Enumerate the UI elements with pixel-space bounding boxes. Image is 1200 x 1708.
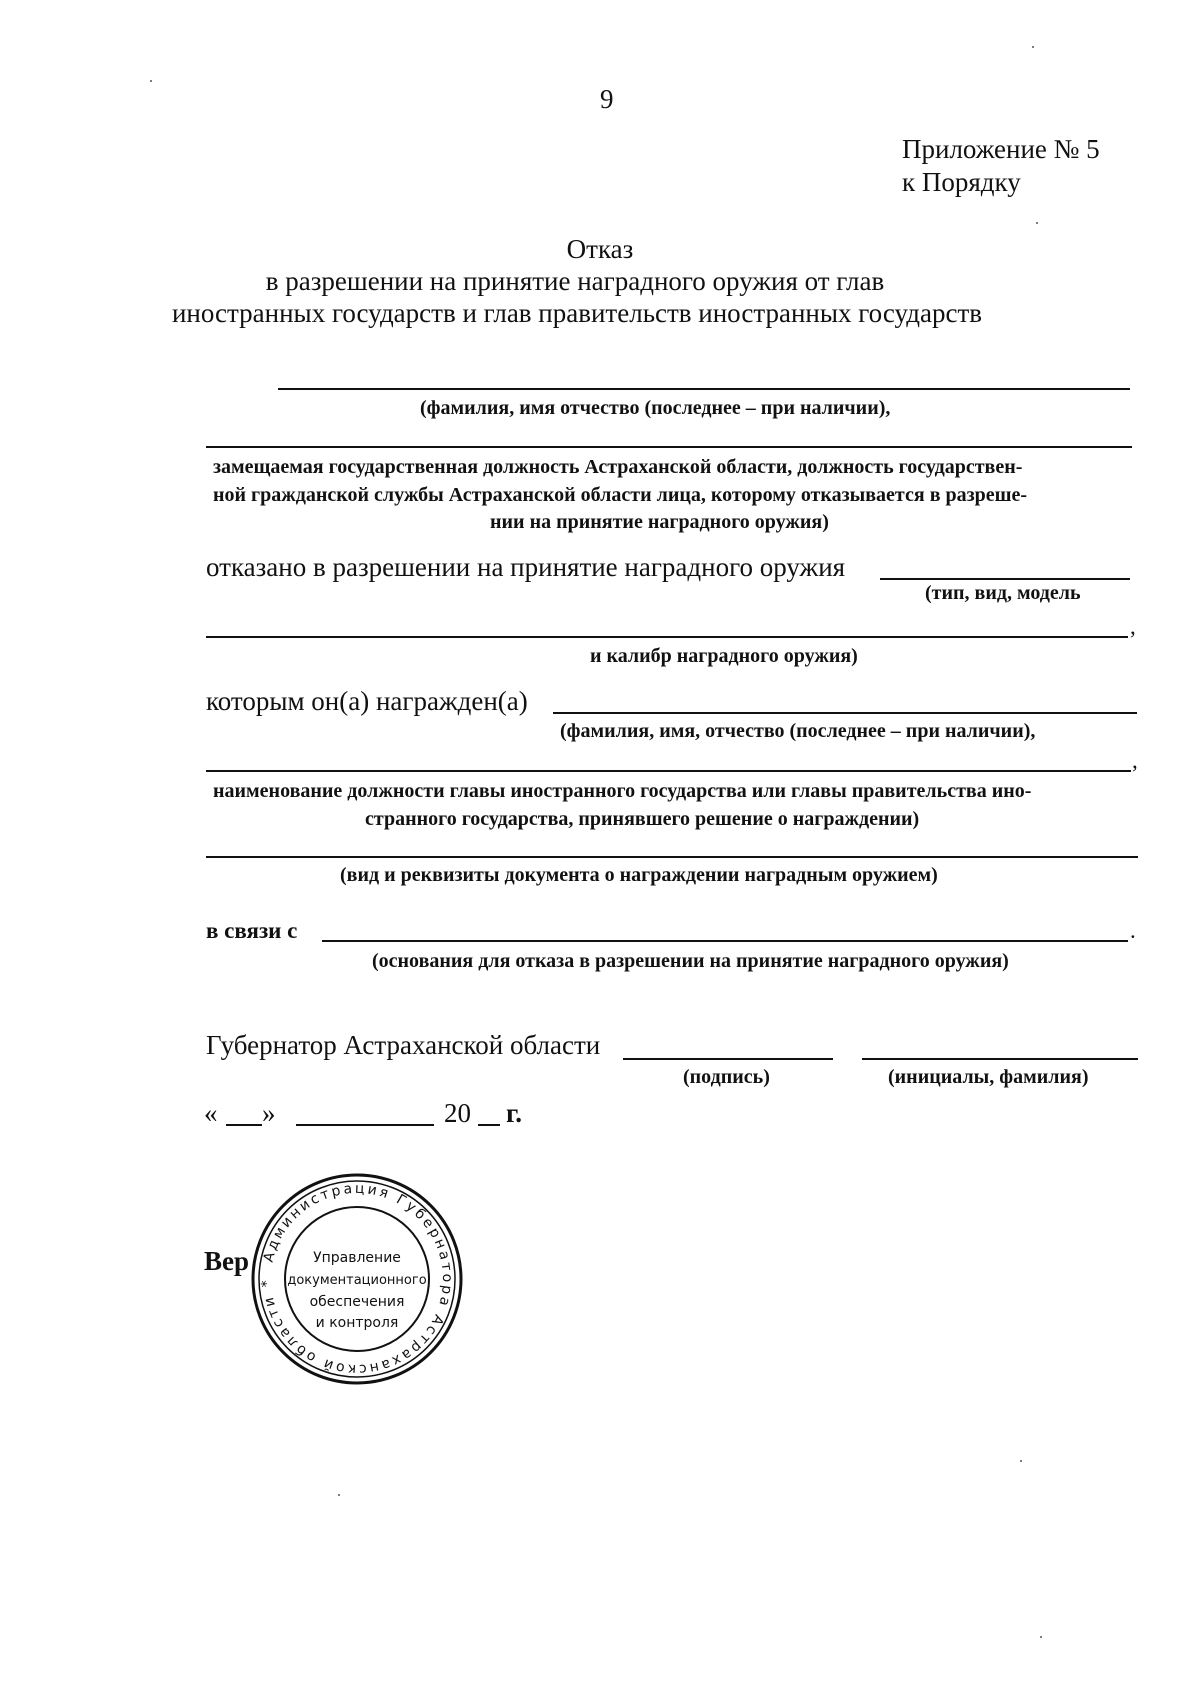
date-close-quote: » — [262, 1098, 276, 1128]
scan-speck — [1040, 1636, 1042, 1638]
page-number: 9 — [600, 84, 614, 114]
awarder-position-line — [206, 770, 1131, 772]
date-month-line — [296, 1124, 434, 1126]
hint-signature: (подпись) — [683, 1066, 770, 1088]
date-year-prefix: 20 — [444, 1098, 471, 1128]
fio-line — [278, 388, 1130, 390]
stamp-line-4: и контроля — [315, 1315, 399, 1331]
appendix-label: Приложение № 5 — [902, 134, 1100, 164]
scan-speck — [338, 1494, 340, 1496]
signature-line — [623, 1058, 833, 1060]
awarder-fio-line — [553, 712, 1137, 714]
official-stamp — [250, 1172, 464, 1386]
date-year-suffix: г. — [506, 1098, 522, 1128]
reason-line — [322, 940, 1128, 942]
hint-head-1: наименование должности главы иностранного государства или главы правительства ино- — [213, 780, 1032, 802]
hint-initials: (инициалы, фамилия) — [888, 1066, 1089, 1088]
period: . — [1130, 918, 1136, 943]
position-line — [206, 446, 1132, 448]
title-line-1: Отказ — [566, 234, 634, 264]
date-year-line — [478, 1124, 500, 1126]
stamp-line-2: документационного — [287, 1273, 427, 1288]
hint-document: (вид и реквизиты документа о награждении наградным оружием) — [340, 864, 938, 886]
initials-line — [862, 1058, 1138, 1060]
stamp-ring-text: Администрация Губернатора Астраханской области * — [258, 1180, 456, 1378]
hint-type: (тип, вид, модель — [925, 582, 1081, 604]
stamp-line-1: Управление — [313, 1250, 401, 1266]
scan-speck — [1020, 1460, 1022, 1462]
scan-speck — [1032, 46, 1034, 48]
date-day-line — [226, 1124, 262, 1126]
stamp-line-3: обеспечения — [309, 1294, 405, 1310]
hint-head-2: странного государства, принявшего решение о награждении) — [365, 808, 920, 830]
scan-speck — [1036, 222, 1038, 224]
title-line-2: в разрешении на принятие наградного оружия от глав — [265, 266, 885, 296]
title-line-3: иностранных государств и глав правительств иностранных государств — [171, 298, 982, 328]
awarded-text: которым он(а) награжден(а) — [206, 686, 528, 716]
weapon-type-line — [880, 578, 1130, 580]
comma-1: , — [1130, 614, 1136, 639]
to-order-label: к Порядку — [902, 167, 1021, 197]
verified-label: Вер — [204, 1246, 250, 1276]
date-open-quote: « — [204, 1098, 218, 1128]
hint-position-2: ной гражданской службы Астраханской области лица, которому отказывается в разреше- — [213, 484, 1028, 506]
hint-awarder-fio: (фамилия, имя, отчество (последнее – при наличии), — [560, 720, 1036, 742]
comma-2: , — [1132, 748, 1138, 773]
reason-text: в связи с — [206, 918, 298, 943]
hint-caliber: и калибр наградного оружия) — [590, 645, 858, 667]
hint-position-1: замещаемая государственная должность Астраханской области, должность государствен- — [213, 456, 1023, 478]
hint-fio: (фамилия, имя отчество (последнее – при наличии), — [420, 397, 891, 419]
document-line — [206, 856, 1138, 858]
governor-label: Губернатор Астраханской области — [206, 1030, 601, 1060]
weapon-caliber-line — [206, 636, 1128, 638]
scan-speck — [150, 80, 152, 82]
refused-text: отказано в разрешении на принятие наградного оружия — [206, 552, 846, 582]
hint-reason: (основания для отказа в разрешении на принятие наградного оружия) — [372, 950, 1009, 972]
hint-position-3: нии на принятие наградного оружия) — [490, 511, 829, 533]
